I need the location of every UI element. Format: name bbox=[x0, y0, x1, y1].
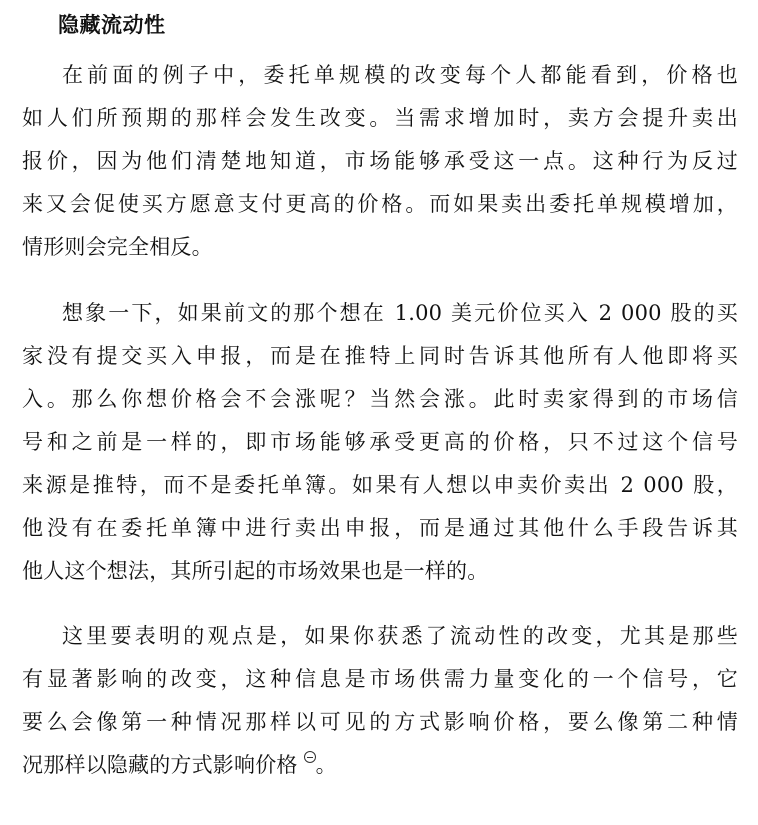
paragraph-3-line-4-text: 况那样以隐藏的方式影响价格 bbox=[22, 753, 298, 777]
paragraph-3-trailing-punctuation: 。 bbox=[315, 753, 337, 777]
paragraph-3-line-4 bbox=[22, 750, 738, 780]
paragraph-1-line-1: 在前面的例子中，委托单规模的改变每个人都能看到，价格也 bbox=[62, 63, 738, 87]
paragraph-2-line-7: 他人这个想法，其所引起的市场效果也是一样的。 bbox=[22, 559, 489, 583]
paragraph-2-line-1: 想象一下，如果前文的那个想在 1.00 美元价位买入 2 000 股的买 bbox=[62, 301, 738, 325]
paragraph-1-line-4: 来又会促使买方愿意支付更高的价格。而如果卖出委托单规模增加， bbox=[22, 192, 738, 216]
paragraph-2-line-2: 家没有提交买入申报，而是在推特上同时告诉其他所有人他即将买 bbox=[22, 344, 738, 368]
paragraph-3-line-3: 要么会像第一种情况那样以可见的方式影响价格，要么像第二种情 bbox=[22, 710, 738, 734]
paragraph-2-line-4: 号和之前是一样的，即市场能够承受更高的价格，只不过这个信号 bbox=[22, 430, 738, 454]
paragraph-1-line-5: 情形则会完全相反。 bbox=[22, 235, 213, 259]
paragraph-2-line-3: 入。那么你想价格会不会涨呢？当然会涨。此时卖家得到的市场信 bbox=[22, 387, 738, 411]
section-heading: 隐藏流动性 bbox=[58, 13, 166, 37]
paragraph-3-line-2: 有显著影响的改变，这种信息是市场供需力量变化的一个信号，它 bbox=[22, 667, 738, 691]
paragraph-3-line-1: 这里要表明的观点是，如果你获悉了流动性的改变，尤其是那些 bbox=[62, 624, 738, 648]
paragraph-1-line-3: 报价，因为他们清楚地知道，市场能够承受这一点。这种行为反过 bbox=[22, 149, 738, 173]
paragraph-2-line-6: 他没有在委托单簿中进行卖出申报，而是通过其他什么手段告诉其 bbox=[22, 516, 738, 540]
paragraph-1-line-2: 如人们所预期的那样会发生改变。当需求增加时，卖方会提升卖出 bbox=[22, 106, 738, 130]
circled-minus-footnote-icon bbox=[304, 751, 316, 763]
paragraph-2-line-5: 来源是推特，而不是委托单簿。如果有人想以申卖价卖出 2 000 股， bbox=[22, 473, 738, 497]
